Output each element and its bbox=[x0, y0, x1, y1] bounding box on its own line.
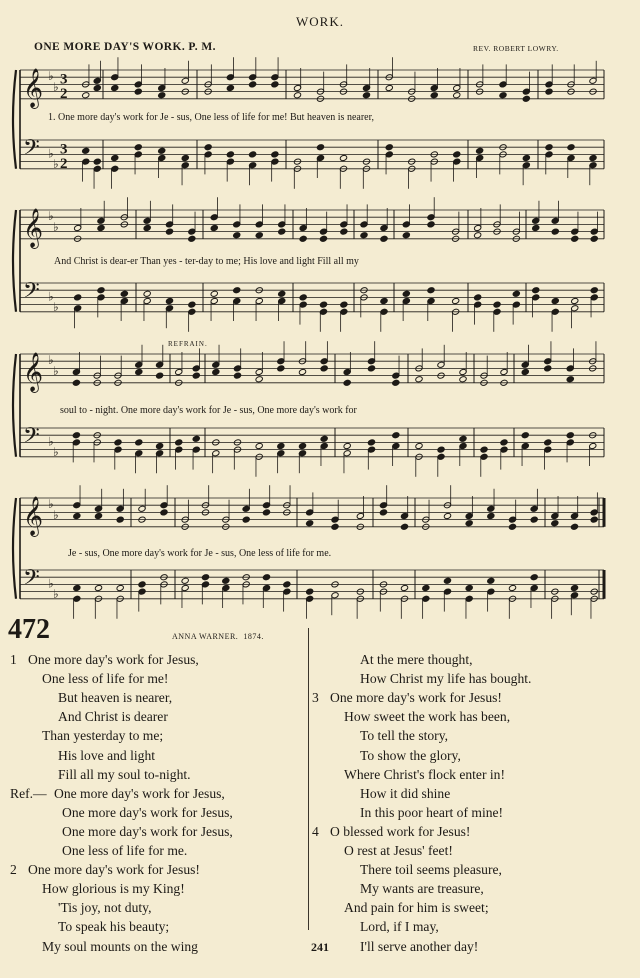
note-head bbox=[249, 81, 257, 88]
verse-number: Ref.— bbox=[10, 785, 47, 801]
note-head bbox=[532, 287, 540, 294]
note-head bbox=[474, 232, 482, 239]
note-head bbox=[111, 84, 119, 91]
verse-line: To tell the story, bbox=[360, 728, 449, 744]
brace-icon bbox=[13, 498, 16, 599]
verse-number: 3 bbox=[312, 690, 319, 706]
note-head bbox=[74, 294, 82, 301]
verse-line: 'Tis joy, not duty, bbox=[58, 900, 152, 916]
note-head bbox=[278, 290, 286, 297]
page-number: 241 bbox=[311, 940, 329, 954]
note-head bbox=[120, 290, 128, 297]
verse-line: I'll serve another day! bbox=[360, 938, 479, 954]
flat-icon: ♭ bbox=[48, 69, 54, 84]
bass-clef-icon: 𝄢 bbox=[23, 423, 40, 454]
flat-icon: ♭ bbox=[53, 445, 59, 460]
note-head bbox=[319, 235, 327, 242]
verse-line: One less of life for me! bbox=[42, 671, 169, 687]
verse-line: O rest at Jesus' feet! bbox=[344, 843, 453, 858]
note-head bbox=[73, 584, 81, 591]
note-head bbox=[522, 95, 530, 102]
note-head bbox=[158, 92, 166, 99]
note-head bbox=[400, 523, 408, 530]
note-head bbox=[340, 301, 348, 308]
note-head bbox=[160, 509, 168, 516]
flat-icon: ♭ bbox=[53, 363, 59, 378]
note-head bbox=[487, 512, 495, 519]
verse-line: Lord, if I may, bbox=[360, 919, 439, 935]
note-head bbox=[233, 232, 241, 239]
verse-line: But heaven is nearer, bbox=[58, 690, 173, 706]
note-head bbox=[415, 376, 423, 383]
note-head bbox=[158, 147, 166, 154]
verse-line: One more day's work for Jesus, bbox=[62, 823, 233, 839]
note-head bbox=[545, 144, 553, 151]
note-head bbox=[210, 224, 218, 231]
verse-line: Where Christ's flock enter in! bbox=[344, 766, 505, 782]
verse-line: In this poor heart of mine! bbox=[360, 804, 504, 820]
verse-line: How glorious is my King! bbox=[42, 881, 185, 897]
hymn-number: 472 bbox=[8, 614, 50, 645]
note-head bbox=[508, 523, 516, 530]
note-head bbox=[499, 92, 507, 99]
note-head bbox=[320, 435, 328, 442]
flat-icon: ♭ bbox=[53, 300, 59, 315]
note-head bbox=[512, 290, 520, 297]
note-head bbox=[134, 144, 142, 151]
note-head bbox=[283, 581, 291, 588]
note-head bbox=[437, 446, 445, 453]
note-head bbox=[262, 574, 270, 581]
note-head bbox=[545, 88, 553, 95]
verse-line: One less of life for me. bbox=[62, 843, 188, 858]
music-lyric-line-2: And Christ is dear-er Than yes - ter-day to me; His love and light Fill all my bbox=[54, 256, 359, 267]
verse-line: O blessed work for Jesus! bbox=[330, 823, 471, 839]
note-head bbox=[544, 365, 552, 372]
verse-line: Fill all my soul to-night. bbox=[58, 766, 191, 782]
note-head bbox=[255, 442, 263, 449]
note-head bbox=[551, 228, 559, 235]
refrain-label: REFRAIN. bbox=[168, 340, 208, 348]
note-head bbox=[521, 368, 529, 375]
note-head bbox=[97, 224, 105, 231]
note-head bbox=[339, 154, 347, 161]
flat-icon: ♭ bbox=[53, 219, 59, 234]
note-head bbox=[210, 290, 218, 297]
note-head bbox=[222, 577, 230, 584]
note-head bbox=[94, 584, 102, 591]
note-head bbox=[242, 516, 250, 523]
note-head bbox=[415, 442, 423, 449]
note-head bbox=[188, 301, 196, 308]
note-head bbox=[73, 512, 81, 519]
note-head bbox=[571, 297, 579, 304]
note-head bbox=[385, 144, 393, 151]
verse-line: And pain for him is sweet; bbox=[344, 900, 489, 916]
verse-number: 1 bbox=[10, 652, 17, 667]
note-head bbox=[551, 520, 559, 527]
note-head bbox=[590, 235, 598, 242]
note-head bbox=[201, 574, 209, 581]
note-head bbox=[93, 158, 101, 165]
note-head bbox=[82, 147, 90, 154]
verse-number: 4 bbox=[312, 823, 319, 839]
note-head bbox=[340, 228, 348, 235]
music-lyric-line-3: soul to - night. One more day's work for Je - sus, One more day's work for bbox=[60, 405, 357, 416]
note-head bbox=[82, 92, 90, 99]
note-head bbox=[532, 224, 540, 231]
verse-line: One more day's work for Jesus! bbox=[28, 862, 200, 878]
time-signature-bottom: 2 bbox=[60, 85, 68, 102]
verse-line: How sweet the work has been, bbox=[344, 709, 511, 725]
note-head bbox=[212, 368, 220, 375]
note-head bbox=[380, 297, 388, 304]
verse-line: One more day's work for Jesus, bbox=[28, 652, 199, 667]
note-head bbox=[589, 154, 597, 161]
note-head bbox=[143, 290, 151, 297]
note-head bbox=[453, 151, 461, 158]
note-head bbox=[306, 588, 314, 595]
verse-number: 2 bbox=[10, 862, 17, 878]
note-head bbox=[249, 151, 257, 158]
note-head bbox=[380, 235, 388, 242]
note-head bbox=[298, 368, 306, 375]
note-head bbox=[165, 297, 173, 304]
note-head bbox=[570, 584, 578, 591]
note-head bbox=[116, 584, 124, 591]
note-head bbox=[570, 523, 578, 530]
note-head bbox=[500, 439, 508, 446]
note-head bbox=[480, 446, 488, 453]
note-head bbox=[427, 287, 435, 294]
brace-icon bbox=[13, 70, 16, 169]
note-head bbox=[551, 297, 559, 304]
note-head bbox=[590, 516, 598, 523]
verse-line: How it did shine bbox=[360, 785, 451, 801]
note-head bbox=[262, 509, 270, 516]
note-head bbox=[156, 442, 164, 449]
verse-line: One more day's work for Jesus! bbox=[330, 690, 502, 706]
note-head bbox=[111, 154, 119, 161]
note-head bbox=[233, 372, 241, 379]
verse-line: His love and light bbox=[58, 747, 156, 763]
flat-icon: ♭ bbox=[48, 209, 54, 224]
note-head bbox=[114, 439, 122, 446]
note-head bbox=[402, 232, 410, 239]
verse-line: At the mere thought, bbox=[360, 652, 473, 667]
verse-line: And Christ is dearer bbox=[58, 709, 168, 725]
note-head bbox=[343, 442, 351, 449]
treble-clef-icon: 𝄞 bbox=[23, 207, 44, 248]
note-head bbox=[72, 379, 80, 386]
note-head bbox=[226, 84, 234, 91]
note-head bbox=[316, 144, 324, 151]
brace-icon bbox=[13, 210, 16, 312]
treble-clef-icon: 𝄞 bbox=[23, 67, 44, 108]
note-head bbox=[385, 84, 393, 91]
note-head bbox=[422, 584, 430, 591]
note-head bbox=[138, 581, 146, 588]
note-head bbox=[443, 577, 451, 584]
treble-clef-icon: 𝄞 bbox=[23, 351, 44, 392]
note-head bbox=[465, 520, 473, 527]
note-head bbox=[320, 365, 328, 372]
flat-icon: ♭ bbox=[53, 587, 59, 602]
note-head bbox=[255, 376, 263, 383]
note-head bbox=[474, 294, 482, 301]
note-head bbox=[453, 92, 461, 99]
note-head bbox=[402, 290, 410, 297]
bass-clef-icon: 𝄢 bbox=[23, 565, 40, 596]
note-head bbox=[392, 432, 400, 439]
note-head bbox=[567, 144, 575, 151]
note-head bbox=[530, 516, 538, 523]
note-head bbox=[299, 235, 307, 242]
section-title: WORK. bbox=[296, 14, 344, 29]
verse-line: My wants are treasure, bbox=[360, 881, 484, 897]
note-head bbox=[443, 512, 451, 519]
note-head bbox=[192, 372, 200, 379]
note-head bbox=[226, 151, 234, 158]
note-head bbox=[298, 442, 306, 449]
verse-line: Than yesterday to me; bbox=[42, 728, 164, 744]
note-head bbox=[360, 232, 368, 239]
note-head bbox=[94, 512, 102, 519]
treble-clef-icon: 𝄞 bbox=[23, 495, 44, 536]
note-head bbox=[427, 221, 435, 228]
flat-icon: ♭ bbox=[48, 497, 54, 512]
flat-icon: ♭ bbox=[48, 434, 54, 449]
note-head bbox=[277, 442, 285, 449]
note-head bbox=[293, 92, 301, 99]
note-head bbox=[522, 154, 530, 161]
note-head bbox=[134, 88, 142, 95]
note-head bbox=[306, 520, 314, 527]
column-divider bbox=[308, 628, 309, 930]
note-head bbox=[116, 516, 124, 523]
verse-line: To speak his beauty; bbox=[58, 919, 170, 935]
note-head bbox=[319, 301, 327, 308]
author-name: ANNA WARNER. bbox=[172, 632, 239, 641]
flat-icon: ♭ bbox=[53, 507, 59, 522]
note-head bbox=[175, 439, 183, 446]
flat-icon: ♭ bbox=[53, 157, 59, 172]
note-head bbox=[566, 432, 574, 439]
note-head bbox=[367, 439, 375, 446]
verse-line: One more day's work for Jesus, bbox=[54, 785, 225, 801]
note-head bbox=[392, 379, 400, 386]
verse-line: My soul mounts on the wing bbox=[42, 938, 198, 954]
note-head bbox=[362, 92, 370, 99]
note-head bbox=[331, 523, 339, 530]
note-head bbox=[430, 92, 438, 99]
note-head bbox=[93, 84, 101, 91]
note-head bbox=[571, 235, 579, 242]
note-head bbox=[379, 509, 387, 516]
bass-clef-icon: 𝄢 bbox=[23, 135, 40, 166]
note-head bbox=[181, 577, 189, 584]
hymn-title: ONE MORE DAY'S WORK. P. M. bbox=[34, 41, 216, 53]
note-head bbox=[72, 432, 80, 439]
time-signature-top: 3 bbox=[60, 71, 68, 88]
brace-icon bbox=[13, 354, 16, 457]
flat-icon: ♭ bbox=[53, 79, 59, 94]
note-head bbox=[476, 147, 484, 154]
note-head bbox=[204, 144, 212, 151]
note-head bbox=[165, 228, 173, 235]
composer-credit: REV. ROBERT LOWRY. bbox=[473, 44, 559, 53]
note-head bbox=[487, 577, 495, 584]
time-signature-top: 3 bbox=[60, 141, 68, 158]
note-head bbox=[135, 368, 143, 375]
verse-line: There toil seems pleasure, bbox=[360, 862, 502, 878]
note-head bbox=[192, 435, 200, 442]
note-head bbox=[188, 235, 196, 242]
note-head bbox=[255, 232, 263, 239]
flat-icon: ♭ bbox=[48, 353, 54, 368]
note-head bbox=[156, 372, 164, 379]
note-head bbox=[508, 584, 516, 591]
bass-clef-icon: 𝄢 bbox=[23, 278, 40, 309]
note-head bbox=[566, 376, 574, 383]
flat-icon: ♭ bbox=[48, 576, 54, 591]
note-head bbox=[452, 297, 460, 304]
note-head bbox=[271, 151, 279, 158]
verse-line: One more day's work for Jesus, bbox=[62, 804, 233, 820]
author-year: 1874. bbox=[243, 632, 264, 641]
note-head bbox=[590, 287, 598, 294]
note-head bbox=[530, 574, 538, 581]
flat-icon: ♭ bbox=[48, 289, 54, 304]
note-head bbox=[97, 287, 105, 294]
flat-icon: ♭ bbox=[48, 146, 54, 161]
note-head bbox=[544, 439, 552, 446]
note-head bbox=[143, 224, 151, 231]
verses-left-column bbox=[10, 650, 306, 954]
time-signature-bottom: 2 bbox=[60, 155, 68, 172]
note-head bbox=[271, 81, 279, 88]
music-lyric-line-1: 1. One more day's work for Je - sus, One less of life for me! But heaven is nearer, bbox=[48, 112, 375, 123]
text-author bbox=[172, 632, 264, 641]
music-lyric-line-4: Je - sus, One more day's work for Je - sus, One less of life for me. bbox=[68, 548, 332, 559]
note-head bbox=[465, 584, 473, 591]
verse-line: How Christ my life has bought. bbox=[360, 671, 532, 687]
note-head bbox=[400, 584, 408, 591]
note-head bbox=[135, 439, 143, 446]
note-head bbox=[367, 365, 375, 372]
note-head bbox=[233, 287, 241, 294]
note-head bbox=[343, 379, 351, 386]
note-head bbox=[459, 435, 467, 442]
note-head bbox=[299, 294, 307, 301]
note-head bbox=[181, 154, 189, 161]
note-head bbox=[493, 301, 501, 308]
verse-line: To show the glory, bbox=[360, 747, 461, 763]
note-head bbox=[521, 432, 529, 439]
note-head bbox=[277, 365, 285, 372]
note-head bbox=[459, 376, 467, 383]
note-head bbox=[278, 228, 286, 235]
